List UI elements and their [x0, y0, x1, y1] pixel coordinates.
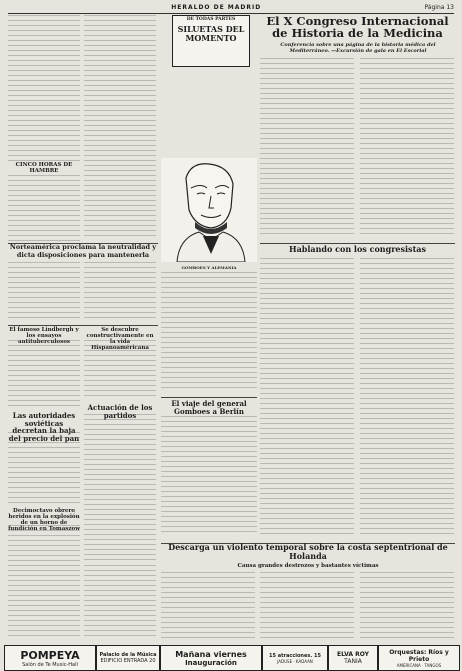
body-text [8, 15, 80, 245]
ad-pompeya [4, 645, 96, 671]
ad-subtitle: AMERICANA · TANGOS [396, 662, 442, 668]
column-5 [360, 58, 454, 238]
column-5b [360, 258, 454, 538]
headline-4: Se descubre constructivamente en la vida Hispanoaméricana [86, 327, 154, 352]
silhouette-box [172, 15, 250, 67]
body-text [84, 15, 156, 240]
divider [161, 397, 257, 398]
body-text [84, 340, 156, 400]
column-2 [84, 15, 156, 240]
column-2d [84, 414, 156, 562]
body-text [8, 262, 80, 320]
headline-7: El viaje del general Gomboes a Berlín [171, 399, 247, 416]
page-number: Página 13 [424, 4, 454, 11]
column-holland-3 [360, 572, 454, 638]
ad-elva-roy [328, 645, 378, 671]
ad-subtitle: JADUSE · KADAAN [277, 658, 313, 664]
body-text [84, 262, 156, 320]
column-3b [161, 416, 257, 536]
ad-subtitle: Salón de Te Music-Hall [22, 661, 78, 668]
column-2e [84, 565, 156, 637]
divider [8, 325, 158, 326]
headline-11: Causa grandes destrozos y bastantes víctimas [237, 563, 379, 569]
masthead-title: HERALDO DE MADRID [171, 4, 262, 11]
ad-palacio [96, 645, 160, 671]
silhouette-heading: SILUETAS DEL MOMENTO [177, 23, 245, 43]
column-holland-2 [260, 572, 354, 638]
column-1d [8, 432, 80, 504]
body-text [360, 58, 454, 238]
column-1b [8, 262, 80, 320]
body-text [161, 572, 255, 638]
portrait-caption: GOMBOES Y ALEMANIA [181, 265, 237, 270]
headline-1: CINCO HORAS DE HAMBRE [8, 162, 80, 174]
ad-subtitle: TANIA [344, 658, 362, 665]
body-text [161, 416, 257, 536]
body-text [8, 525, 80, 637]
column-2c [84, 340, 156, 400]
portrait-illustration [161, 158, 257, 262]
ad-title: Palacio de la Música [99, 652, 157, 658]
body-text [260, 572, 354, 638]
body-text [84, 414, 156, 562]
body-text [260, 58, 354, 238]
headline-8: Hablando con los congresistas [289, 244, 426, 254]
headline-6: Las autoridades soviéticas decretan la baja del precio del pan [8, 411, 80, 444]
body-text [161, 272, 257, 392]
column-1e [8, 525, 80, 637]
column-holland-1 [161, 572, 255, 638]
column-4b [260, 258, 354, 538]
ad-title: Orquestas: Ríos y Prieto [389, 648, 449, 663]
ad-title: ELVA ROY [337, 651, 369, 658]
headline-9: Decimoctavo obrero heridos en la explosión de un horno de fundición en Tomaszow [8, 508, 80, 533]
ad-subtitle: EDIFICIO ENTRADA 20 [100, 658, 156, 664]
portrait-drawing [161, 158, 257, 262]
ad-subtitle: Inauguración [185, 658, 237, 667]
congress-headline: El X Congreso Internacional de Historia de la Medicina [266, 14, 449, 40]
ad-atracciones [262, 645, 328, 671]
body-text [360, 258, 454, 538]
body-text [8, 432, 80, 504]
column-1c [8, 340, 80, 408]
headline-2: Norteamérica proclama la neutralidad y dicta disposiciones para mantenerla [9, 243, 157, 259]
column-2b [84, 262, 156, 320]
silhouette-kicker: DE TODAS PARTES [186, 17, 236, 22]
headline-5: Actuación de los partidos [87, 403, 153, 420]
ad-title: Mañana viernes [175, 649, 247, 659]
headline-10: Descarga un violento temporal sobre la costa septentrional de Holanda [168, 542, 448, 561]
masthead [8, 2, 454, 14]
column-4 [260, 58, 354, 238]
headline-3: El famoso Lindbergh y los ensayos antituberculosos [9, 327, 79, 346]
ad-orquestas [378, 645, 460, 671]
body-text [360, 572, 454, 638]
ad-title: 15 atracciones. 15 [269, 652, 321, 659]
body-text [260, 258, 354, 538]
column-1 [8, 15, 80, 245]
body-text [8, 340, 80, 408]
body-text [84, 565, 156, 637]
column-3 [161, 272, 257, 392]
ad-title: POMPEYA [20, 648, 80, 662]
congress-subhead: Conferencia sobre una página de la historia médica del Mediterráneo. —Excursión de gala en El Escorial [280, 42, 436, 54]
ad-inauguracion [160, 645, 262, 671]
